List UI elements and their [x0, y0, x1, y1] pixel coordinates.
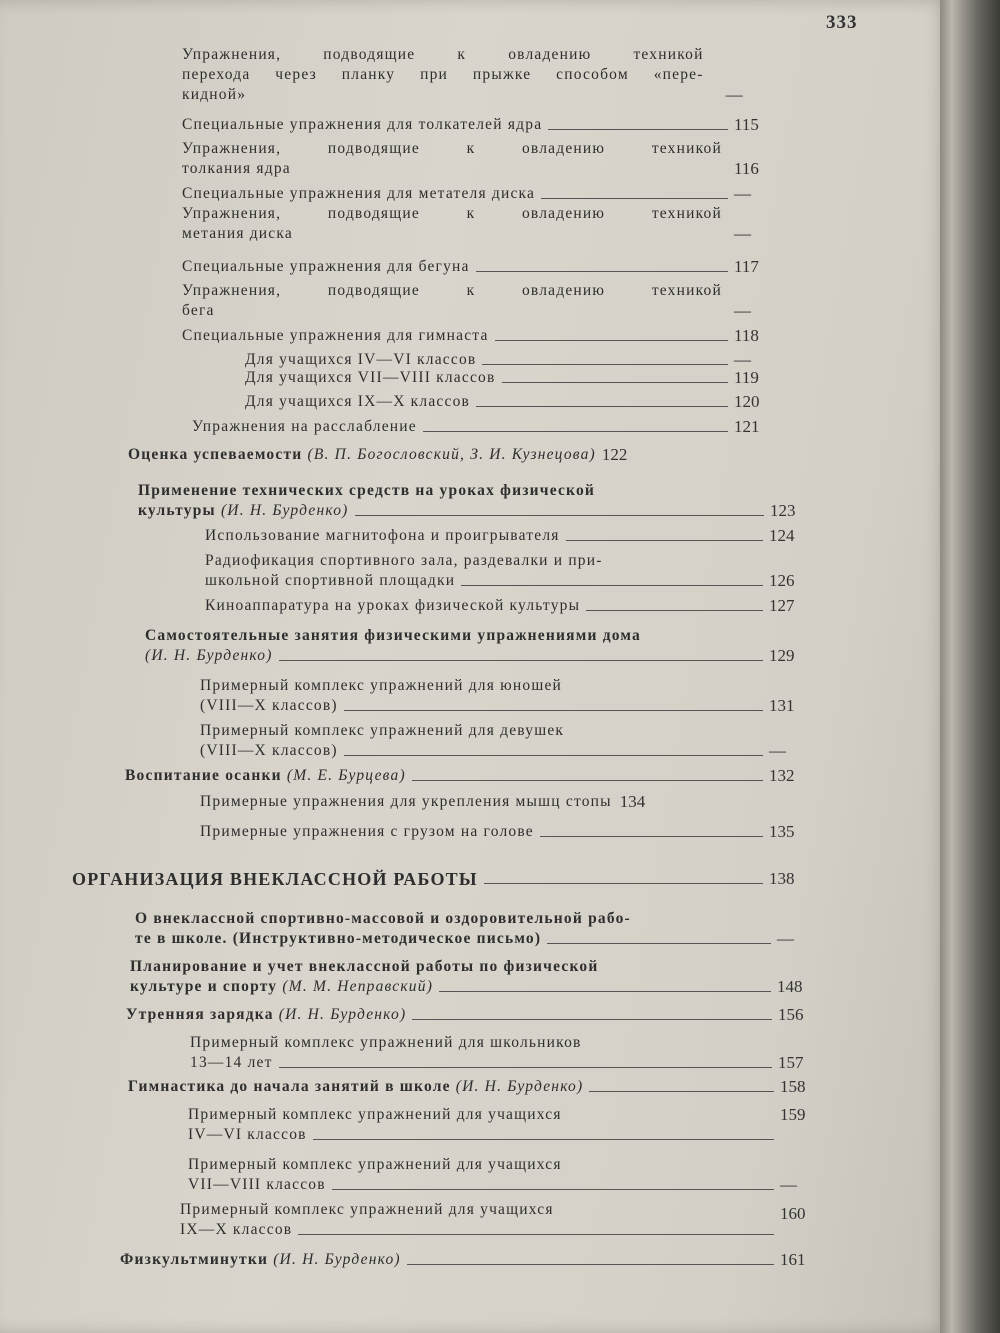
entry-text: Упражнения на расслабление	[192, 418, 417, 435]
entry-author: (И. Н. Бурденко)	[455, 1078, 584, 1095]
leader-line	[298, 1234, 774, 1235]
toc-entry	[182, 184, 782, 204]
toc-entry	[128, 445, 818, 465]
leader-line	[439, 991, 771, 992]
toc-section	[72, 869, 817, 889]
leader-line	[412, 1019, 772, 1020]
entry-text: Киноаппаратура на уроках физической культуры	[205, 597, 581, 614]
toc-entry	[182, 326, 782, 346]
leader-line	[461, 585, 763, 586]
entry-author: (И. Н. Бурденко)	[278, 1006, 407, 1023]
leader-line	[548, 129, 728, 130]
entry-page: 157	[778, 1053, 804, 1072]
toc-entry	[200, 721, 817, 761]
leader-line	[423, 431, 728, 432]
leader-line	[332, 1189, 774, 1190]
leader-line	[540, 836, 763, 837]
toc-entry	[205, 596, 817, 616]
toc-entry	[245, 368, 782, 388]
leader-line	[344, 710, 763, 711]
toc-entry	[205, 526, 817, 546]
entry-page: —	[734, 224, 751, 243]
leader-line	[484, 883, 763, 884]
entry-page: 161	[780, 1250, 806, 1269]
entry-page: 119	[734, 368, 759, 387]
entry-page: 115	[734, 115, 759, 134]
toc-entry	[128, 1077, 828, 1097]
entry-text: Упражнения, подводящие к овладению техникой	[182, 140, 722, 157]
entry-page: 131	[769, 696, 795, 715]
entry-page: —	[780, 1175, 797, 1194]
entry-text: (VIII—X классов)	[200, 697, 338, 714]
entry-title: Оценка успеваемости	[128, 446, 303, 463]
toc-entry	[200, 792, 817, 812]
toc-entry	[188, 1105, 828, 1145]
leader-line	[586, 610, 763, 611]
entry-title: Гимнастика до начала занятий в школе	[128, 1078, 451, 1095]
entry-text: Примерный комплекс упражнений для учащихся	[188, 1106, 562, 1123]
entry-text: IV—VI классов	[188, 1126, 307, 1143]
entry-text: (VIII—X классов)	[200, 742, 338, 759]
entry-title: те в школе. (Инструктивно-методическое письмо)	[135, 930, 542, 947]
entry-text: Упражнения, подводящие к овладению техникой	[182, 205, 722, 222]
entry-title: Воспитание осанки	[125, 767, 282, 784]
leader-line	[482, 364, 728, 365]
toc-entry	[200, 676, 817, 716]
entry-page: —	[734, 301, 751, 320]
entry-page: 159	[780, 1105, 806, 1124]
entry-text: школьной спортивной площадки	[205, 572, 456, 589]
leader-line	[566, 540, 763, 541]
leader-line	[476, 406, 728, 407]
entry-text: Специальные упражнения для метателя диска	[182, 185, 536, 202]
toc-entry	[130, 957, 825, 997]
leader-line	[279, 1067, 772, 1068]
entry-page: 124	[769, 526, 795, 545]
entry-text: Примерные упражнения с грузом на голове	[200, 823, 534, 840]
entry-page: —	[769, 741, 786, 760]
leader-line	[313, 1139, 774, 1140]
toc-entry	[182, 281, 782, 321]
toc-entry	[180, 1200, 828, 1240]
entry-author: (М. Е. Бурцева)	[286, 767, 406, 784]
entry-text: Использование магнитофона и проигрывателя	[205, 527, 560, 544]
entry-text: 13—14 лет	[190, 1054, 273, 1071]
entry-title: Самостоятельные занятия физическими упражнениями дома	[145, 627, 641, 644]
entry-page: —	[725, 85, 743, 104]
entry-text: Примерный комплекс упражнений для девушек	[200, 722, 565, 739]
entry-page: 118	[734, 326, 759, 345]
entry-title: Утренняя зарядка	[126, 1006, 274, 1023]
toc-entry	[182, 45, 772, 105]
entry-page: 135	[769, 822, 795, 841]
toc-entry	[138, 481, 818, 521]
entry-page: 120	[734, 392, 760, 411]
entry-text: кидной»	[182, 86, 247, 103]
entry-title: культуры	[138, 502, 216, 519]
entry-page: 127	[769, 596, 795, 615]
entry-page: 126	[769, 571, 795, 590]
leader-line	[547, 943, 771, 944]
toc-entry	[190, 1033, 826, 1073]
entry-page: —	[734, 184, 751, 203]
entry-author: (И. Н. Бурденко)	[220, 502, 349, 519]
toc-entry	[182, 115, 782, 135]
entry-text: Специальные упражнения для бегуна	[182, 258, 470, 275]
toc-entry	[120, 1250, 828, 1270]
entry-text: метания диска	[182, 225, 293, 242]
leader-line	[541, 198, 728, 199]
entry-text: Примерный комплекс упражнений для учащихся	[188, 1156, 562, 1173]
entry-text: Упражнения, подводящие к овладению техникой	[182, 46, 704, 63]
leader-line	[407, 1264, 774, 1265]
entry-author: (И. Н. Бурденко)	[273, 1251, 401, 1268]
entry-text: Радиофикация спортивного зала, раздевалки и при-	[205, 552, 603, 569]
leader-line	[502, 382, 729, 383]
entry-text: толкания ядра	[182, 160, 291, 177]
entry-author: (В. П. Богословский, З. И. Кузнецова)	[307, 446, 596, 463]
page-number: 333	[826, 12, 858, 33]
leader-line	[279, 660, 763, 661]
toc-entry	[192, 417, 782, 437]
entry-title: Применение технических средств на уроках физической	[138, 482, 596, 499]
toc-entry	[182, 204, 782, 244]
entry-title: Планирование и учет внеклассной работы по физической	[130, 958, 599, 975]
entry-page: 121	[734, 417, 760, 436]
entry-author: (М. М. Неправский)	[282, 978, 434, 995]
book-edge	[940, 0, 1000, 1333]
toc-entry	[200, 822, 817, 842]
entry-page: 158	[780, 1077, 806, 1096]
entry-page: 123	[770, 501, 796, 520]
entry-text: VII—VIII классов	[188, 1176, 326, 1193]
entry-text: Специальные упражнения для толкателей ядра	[182, 116, 543, 133]
entry-text: перехода через планку при прыжке способом «пере-	[182, 66, 704, 83]
entry-title: О внеклассной спортивно-массовой и оздоровительной рабо-	[135, 910, 631, 927]
entry-page: —	[734, 350, 751, 369]
leader-line	[355, 515, 764, 516]
toc-entry	[182, 139, 782, 179]
entry-text: IX—X классов	[180, 1221, 293, 1238]
toc-entry	[245, 392, 782, 412]
leader-line	[476, 271, 728, 272]
entry-text: Специальные упражнения для гимнаста	[182, 327, 489, 344]
entry-page: —	[777, 929, 794, 948]
entry-text: Для учащихся IV—VI классов	[245, 351, 477, 368]
entry-text: Упражнения, подводящие к овладению техникой	[182, 282, 722, 299]
toc-entry	[245, 350, 782, 370]
section-title: ОРГАНИЗАЦИЯ ВНЕКЛАССНОЙ РАБОТЫ	[72, 869, 478, 889]
entry-text: Примерные упражнения для укрепления мышц стопы	[200, 793, 612, 810]
leader-line	[589, 1091, 774, 1092]
entry-text: Для учащихся IX—X классов	[245, 393, 471, 410]
toc-entry	[135, 909, 825, 949]
entry-page: 132	[769, 766, 795, 785]
entry-title: культуре и спорту	[130, 978, 278, 995]
leader-line	[412, 780, 763, 781]
entry-page: 116	[734, 159, 759, 178]
toc-entry	[125, 766, 817, 786]
toc-entry	[205, 551, 817, 591]
toc-entry	[126, 1005, 826, 1025]
entry-text: Для учащихся VII—VIII классов	[245, 369, 496, 386]
entry-text: Примерный комплекс упражнений для школьников	[190, 1034, 582, 1051]
entry-page: 129	[769, 646, 795, 665]
entry-page: 117	[734, 257, 759, 276]
entry-text: Примерный комплекс упражнений для юношей	[200, 677, 563, 694]
entry-page: 138	[769, 869, 795, 888]
entry-page: 160	[780, 1204, 806, 1223]
entry-author: (И. Н. Бурденко)	[145, 647, 273, 664]
entry-page: 148	[777, 977, 803, 996]
leader-line	[344, 755, 763, 756]
entry-text: бега	[182, 302, 215, 319]
entry-text: Примерный комплекс упражнений для учащихся	[180, 1201, 554, 1218]
entry-page: 122	[601, 445, 628, 464]
entry-title: Физкультминутки	[120, 1251, 269, 1268]
entry-page: 156	[778, 1005, 804, 1024]
entry-page: 134	[619, 792, 646, 811]
toc-entry	[182, 257, 782, 277]
toc-entry	[188, 1155, 828, 1195]
toc-entry	[145, 626, 817, 666]
leader-line	[495, 340, 728, 341]
